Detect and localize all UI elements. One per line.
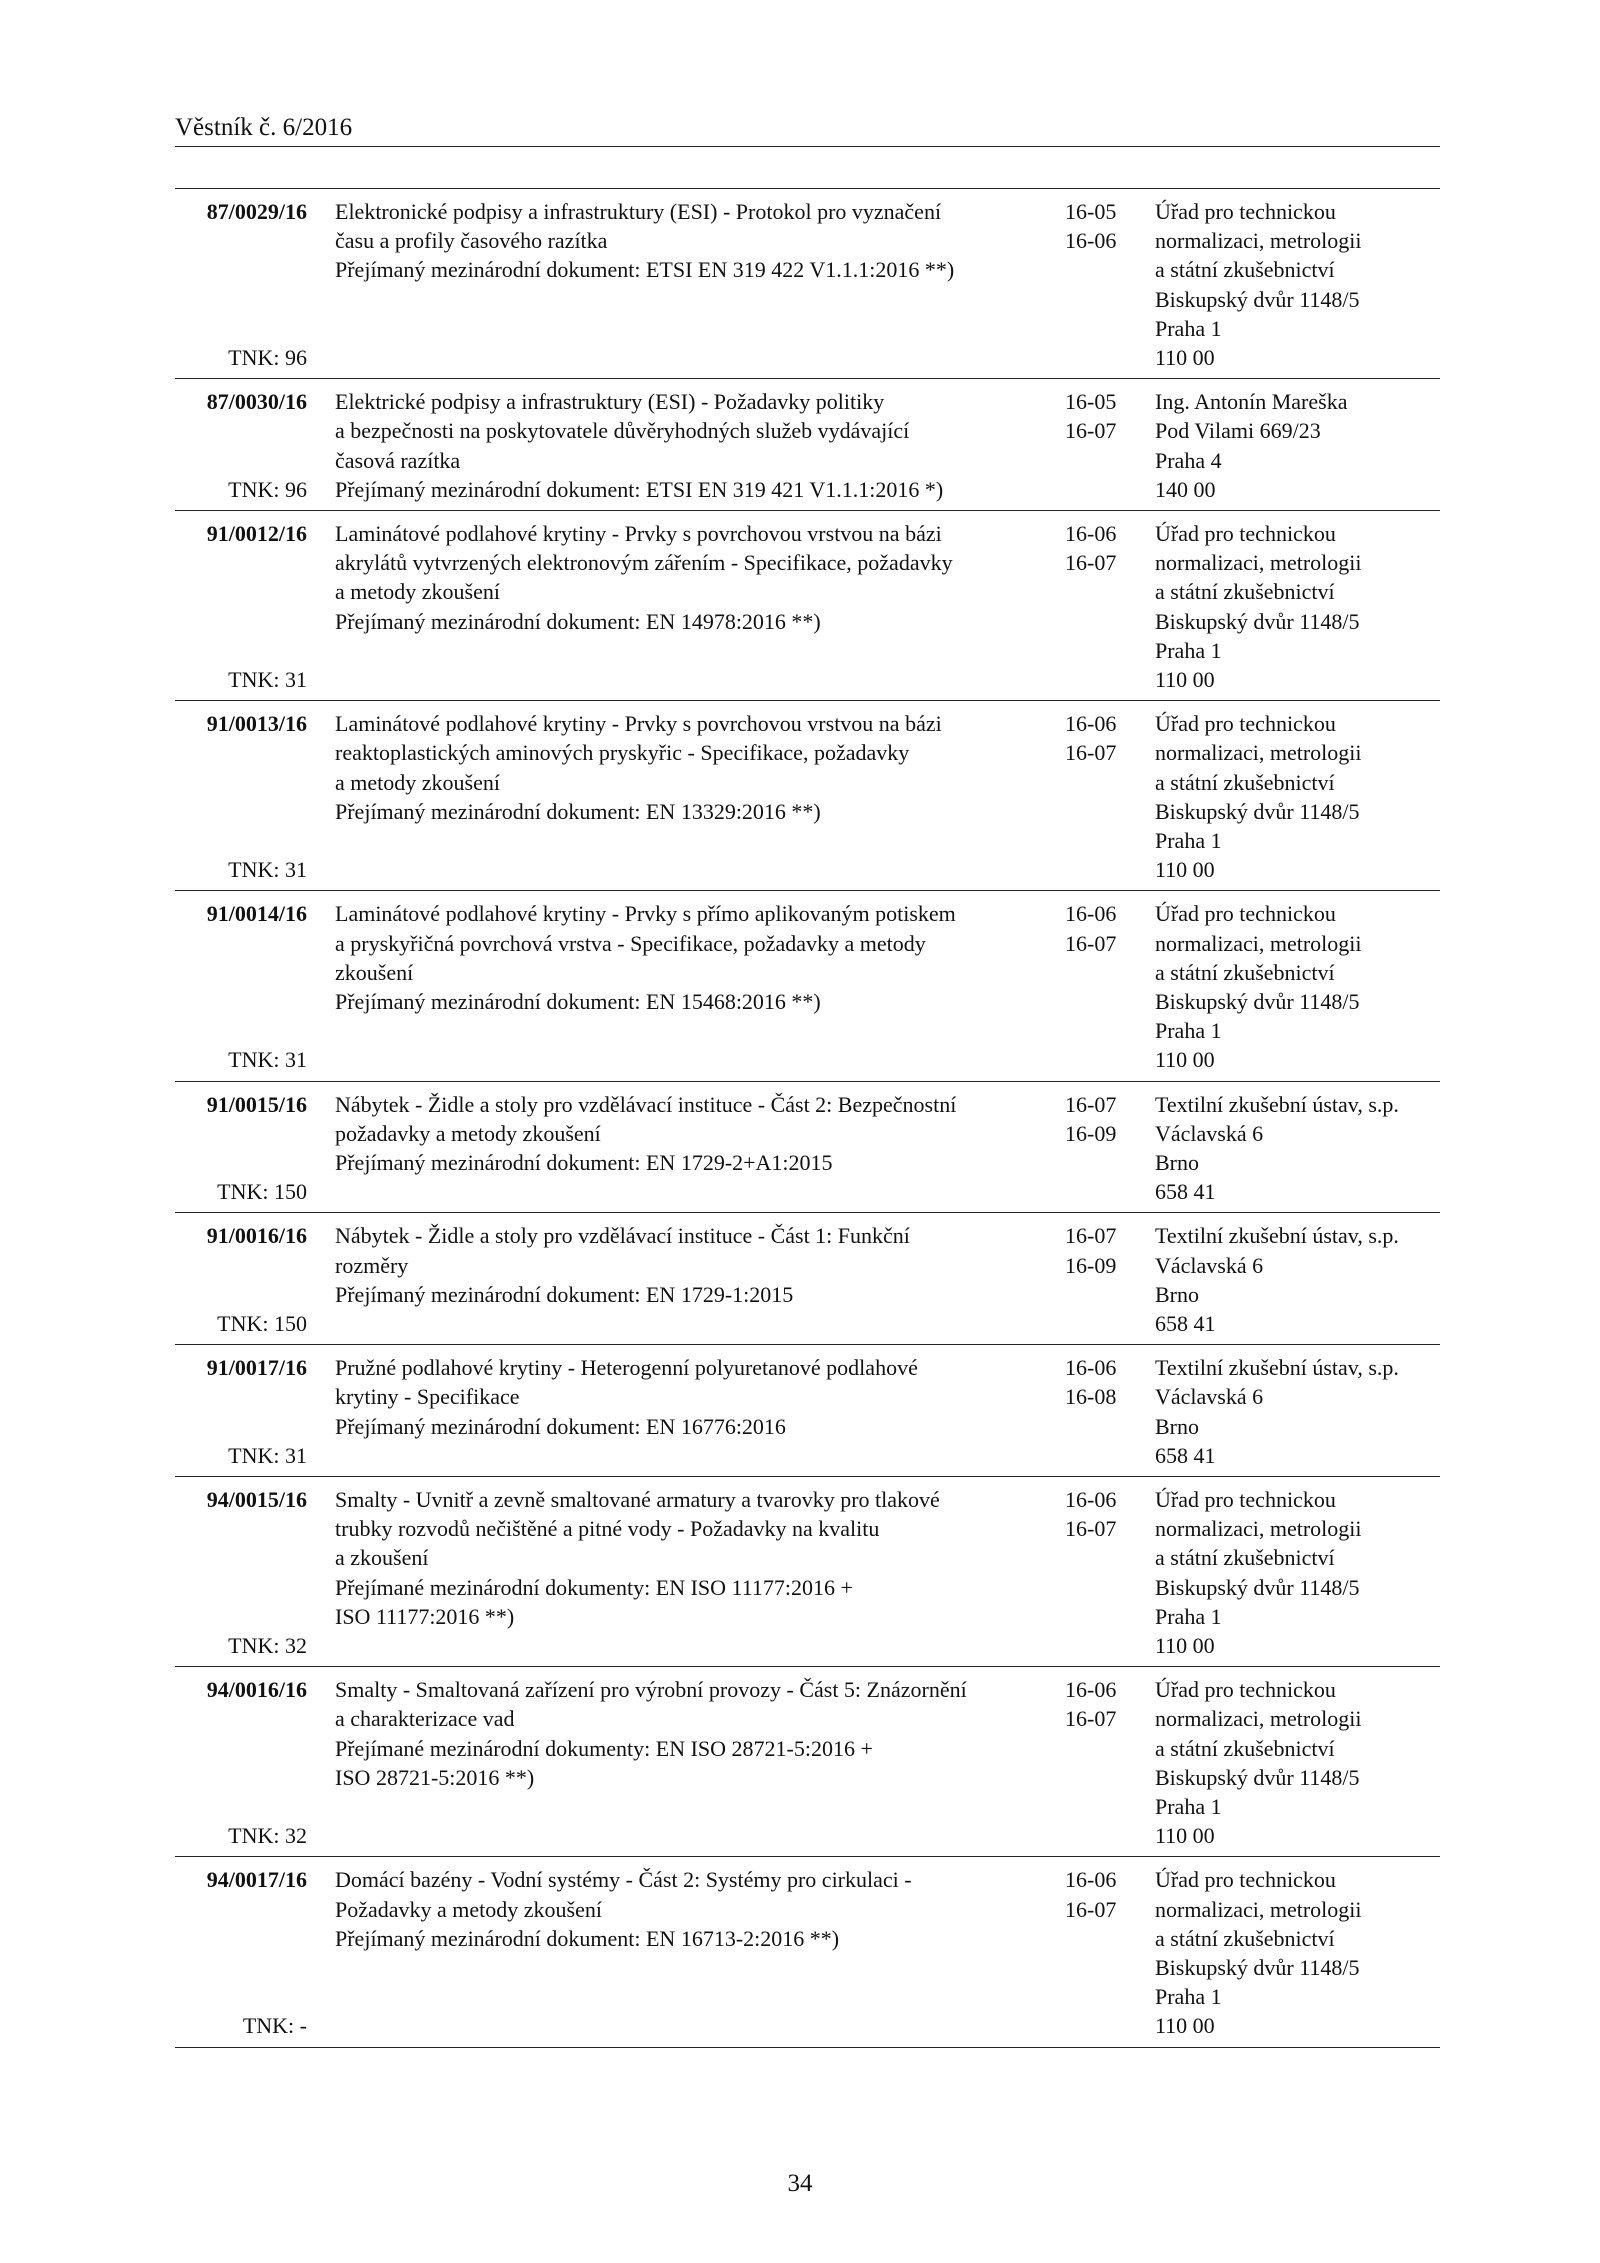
tnk-label: TNK: 96	[228, 476, 307, 502]
processor-address-cell	[1155, 197, 1440, 372]
journal-title: Věstník č. 6/2016	[175, 114, 353, 141]
address-line: Praha 1	[1155, 1984, 1222, 2010]
standard-title-cell	[335, 709, 1035, 884]
address-line: Ing. Antonín Mareška	[1155, 389, 1348, 415]
title-line: Smalty - Smaltovaná zařízení pro výrobní provozy - Část 5: Znázornění	[335, 1677, 967, 1703]
table-row	[175, 189, 1440, 379]
standard-title-cell	[335, 1221, 1035, 1338]
processor-address-cell	[1155, 899, 1440, 1074]
title-line: Přejímaný mezinárodní dokument: EN 1729-1:2015	[335, 1281, 794, 1307]
page-number: 34	[787, 2170, 813, 2197]
record-number: 94/0016/16	[206, 1677, 307, 1703]
address-line: Biskupský dvůr 1148/5	[1155, 608, 1360, 634]
standard-title-cell	[335, 1485, 1035, 1660]
address-line: Václavská 6	[1155, 1252, 1264, 1278]
address-line: a státní zkušebnictví	[1155, 1735, 1335, 1761]
address-line: Biskupský dvůr 1148/5	[1155, 988, 1360, 1014]
title-line: Přejímaný mezinárodní dokument: ETSI EN 319 422 V1.1.1:2016 **)	[335, 257, 955, 283]
title-line: akrylátů vytvrzených elektronovým zářením - Specifikace, požadavky	[335, 550, 953, 576]
dates-cell	[1065, 1090, 1145, 1148]
record-id-cell	[175, 1485, 307, 1660]
address-line: a státní zkušebnictví	[1155, 769, 1335, 795]
record-number: 91/0016/16	[206, 1223, 307, 1249]
title-line: Požadavky a metody zkoušení	[335, 1896, 602, 1922]
title-line: reaktoplastických aminových pryskyřic - Specifikace, požadavky	[335, 740, 910, 766]
date-code: 16-07	[1065, 1223, 1117, 1249]
record-number: 94/0015/16	[206, 1486, 307, 1512]
table-row	[175, 379, 1440, 511]
standard-title-cell	[335, 899, 1035, 1074]
address-line: Úřad pro technickou	[1155, 1486, 1336, 1512]
processor-address-cell	[1155, 709, 1440, 884]
address-line: normalizaci, metrologii	[1155, 1516, 1362, 1542]
record-number: 91/0013/16	[206, 711, 307, 737]
title-line: a metody zkoušení	[335, 769, 500, 795]
tnk-label: TNK: -	[242, 2013, 307, 2039]
title-line: Elektronické podpisy a infrastruktury (ESI) - Protokol pro vyznačení	[335, 199, 942, 224]
processor-address-cell	[1155, 1353, 1440, 1470]
date-code: 16-05	[1065, 199, 1117, 224]
date-code: 16-07	[1065, 740, 1117, 766]
title-line: Nábytek - Židle a stoly pro vzdělávací instituce - Část 1: Funkční	[335, 1223, 910, 1249]
address-line: Praha 1	[1155, 1018, 1222, 1044]
dates-cell	[1065, 1221, 1145, 1279]
tnk-label: TNK: 150	[217, 1310, 307, 1336]
title-line: Přejímaný mezinárodní dokument: EN 16713-2:2016 **)	[335, 1925, 840, 1951]
address-line: Brno	[1155, 1281, 1199, 1307]
title-line: požadavky a metody zkoušení	[335, 1120, 601, 1146]
title-line: Přejímaný mezinárodní dokument: EN 16776:2016	[335, 1413, 786, 1439]
processor-address-cell	[1155, 519, 1440, 694]
dates-cell	[1065, 1353, 1145, 1411]
record-id-cell	[175, 709, 307, 884]
title-line: a zkoušení	[335, 1545, 429, 1571]
address-line: Praha 1	[1155, 637, 1222, 663]
dates-cell	[1065, 1485, 1145, 1543]
address-line: a státní zkušebnictví	[1155, 1545, 1335, 1571]
address-line: Biskupský dvůr 1148/5	[1155, 1954, 1360, 1980]
standard-title-cell	[335, 387, 1035, 504]
title-line: a charakterizace vad	[335, 1706, 515, 1732]
title-line: Přejímaný mezinárodní dokument: ETSI EN 319 421 V1.1.1:2016 *)	[335, 476, 944, 502]
address-line: normalizaci, metrologii	[1155, 740, 1362, 766]
standard-title-cell	[335, 1865, 1035, 2040]
table-row	[175, 1477, 1440, 1667]
title-line: rozměry	[335, 1252, 409, 1278]
address-line: Úřad pro technickou	[1155, 199, 1336, 224]
dates-cell	[1065, 1675, 1145, 1733]
table-row	[175, 1213, 1440, 1345]
processor-address-cell	[1155, 1485, 1440, 1660]
address-line: Biskupský dvůr 1148/5	[1155, 286, 1360, 312]
address-line: Brno	[1155, 1413, 1199, 1439]
address-line: Václavská 6	[1155, 1384, 1264, 1410]
table-row	[175, 891, 1440, 1081]
title-line: Smalty - Uvnitř a zevně smaltované armatury a tvarovky pro tlakové	[335, 1486, 940, 1512]
address-line: normalizaci, metrologii	[1155, 1896, 1362, 1922]
processor-address-cell	[1155, 1221, 1440, 1338]
date-code: 16-06	[1065, 1355, 1117, 1381]
title-line: Laminátové podlahové krytiny - Prvky s povrchovou vrstvou na bázi	[335, 521, 942, 546]
table-row	[175, 1345, 1440, 1477]
address-line: 110 00	[1155, 1632, 1215, 1658]
record-number: 94/0017/16	[206, 1867, 307, 1893]
address-line: a státní zkušebnictví	[1155, 257, 1335, 283]
record-id-cell	[175, 197, 307, 372]
date-code: 16-09	[1065, 1252, 1117, 1278]
tnk-label: TNK: 31	[228, 857, 307, 883]
date-code: 16-07	[1065, 418, 1117, 444]
address-line: Úřad pro technickou	[1155, 1677, 1336, 1703]
date-code: 16-07	[1065, 930, 1117, 956]
date-code: 16-06	[1065, 1486, 1117, 1512]
date-code: 16-06	[1065, 228, 1117, 254]
title-line: a bezpečnosti na poskytovatele důvěryhodných služeb vydávající	[335, 418, 910, 444]
address-line: Textilní zkušební ústav, s.p.	[1155, 1223, 1399, 1249]
standard-title-cell	[335, 519, 1035, 694]
date-code: 16-07	[1065, 1706, 1117, 1732]
address-line: 110 00	[1155, 345, 1215, 371]
standard-title-cell	[335, 1353, 1035, 1470]
date-code: 16-07	[1065, 1091, 1117, 1117]
address-line: Biskupský dvůr 1148/5	[1155, 798, 1360, 824]
address-line: Úřad pro technickou	[1155, 1867, 1336, 1893]
address-line: Úřad pro technickou	[1155, 521, 1336, 546]
processor-address-cell	[1155, 1865, 1440, 2040]
record-number: 91/0014/16	[206, 901, 307, 927]
record-id-cell	[175, 387, 307, 504]
table-row	[175, 511, 1440, 701]
address-line: Textilní zkušební ústav, s.p.	[1155, 1091, 1399, 1117]
record-number: 87/0030/16	[206, 389, 307, 415]
title-line: Nábytek - Židle a stoly pro vzdělávací instituce - Část 2: Bezpečnostní	[335, 1091, 957, 1117]
date-code: 16-09	[1065, 1120, 1117, 1146]
tnk-label: TNK: 96	[228, 344, 307, 370]
address-line: Pod Vilami 669/23	[1155, 418, 1321, 444]
address-line: 110 00	[1155, 1047, 1215, 1073]
record-id-cell	[175, 519, 307, 694]
table-row	[175, 1857, 1440, 2047]
record-id-cell	[175, 1090, 307, 1207]
date-code: 16-08	[1065, 1384, 1117, 1410]
address-line: Úřad pro technickou	[1155, 901, 1336, 927]
address-line: normalizaci, metrologii	[1155, 1706, 1362, 1732]
address-line: normalizaci, metrologii	[1155, 228, 1362, 254]
tnk-label: TNK: 31	[228, 1047, 307, 1073]
page-header	[175, 112, 1440, 147]
address-line: 658 41	[1155, 1179, 1216, 1205]
dates-cell	[1065, 197, 1145, 255]
address-line: Biskupský dvůr 1148/5	[1155, 1574, 1360, 1600]
tnk-label: TNK: 32	[228, 1823, 307, 1849]
record-id-cell	[175, 1221, 307, 1338]
address-line: 110 00	[1155, 1823, 1215, 1849]
address-line: 658 41	[1155, 1442, 1216, 1468]
address-line: 658 41	[1155, 1310, 1216, 1336]
title-line: Přejímané mezinárodní dokumenty: EN ISO 11177:2016 +	[335, 1574, 853, 1600]
address-line: Václavská 6	[1155, 1120, 1264, 1146]
title-line: Domácí bazény - Vodní systémy - Část 2: Systémy pro cirkulaci -	[335, 1867, 912, 1893]
title-line: ISO 11177:2016 **)	[335, 1603, 515, 1629]
address-line: 140 00	[1155, 476, 1216, 502]
tnk-label: TNK: 31	[228, 1442, 307, 1468]
date-code: 16-06	[1065, 1867, 1117, 1893]
address-line: Praha 1	[1155, 1793, 1222, 1819]
title-line: času a profily časového razítka	[335, 228, 608, 254]
date-code: 16-07	[1065, 1896, 1117, 1922]
title-line: Elektrické podpisy a infrastruktury (ESI) - Požadavky politiky	[335, 389, 885, 415]
standard-title-cell	[335, 1090, 1035, 1207]
address-line: a státní zkušebnictví	[1155, 1925, 1335, 1951]
date-code: 16-06	[1065, 711, 1117, 737]
record-number: 91/0015/16	[206, 1091, 307, 1117]
title-line: krytiny - Specifikace	[335, 1384, 520, 1410]
title-line: Přejímaný mezinárodní dokument: EN 15468:2016 **)	[335, 988, 821, 1014]
date-code: 16-07	[1065, 550, 1117, 576]
table-row	[175, 1667, 1440, 1857]
standard-title-cell	[335, 197, 1035, 372]
title-line: a pryskyřičná povrchová vrstva - Specifikace, požadavky a metody	[335, 930, 926, 956]
address-line: 110 00	[1155, 2013, 1215, 2039]
title-line: Přejímané mezinárodní dokumenty: EN ISO 28721-5:2016 +	[335, 1735, 873, 1761]
address-line: Praha 1	[1155, 315, 1222, 341]
title-line: a metody zkoušení	[335, 579, 500, 605]
title-line: časová razítka	[335, 447, 461, 473]
dates-cell	[1065, 1865, 1145, 1923]
address-line: Biskupský dvůr 1148/5	[1155, 1764, 1360, 1790]
date-code: 16-06	[1065, 901, 1117, 927]
address-line: Textilní zkušební ústav, s.p.	[1155, 1355, 1399, 1381]
record-id-cell	[175, 1353, 307, 1470]
address-line: normalizaci, metrologii	[1155, 930, 1362, 956]
title-line: Laminátové podlahové krytiny - Prvky s povrchovou vrstvou na bázi	[335, 711, 942, 737]
title-line: Pružné podlahové krytiny - Heterogenní polyuretanové podlahové	[335, 1355, 918, 1381]
standards-table	[175, 188, 1440, 2048]
dates-cell	[1065, 519, 1145, 577]
date-code: 16-07	[1065, 1516, 1117, 1542]
address-line: a státní zkušebnictví	[1155, 579, 1335, 605]
processor-address-cell	[1155, 387, 1440, 504]
record-id-cell	[175, 1865, 307, 2040]
address-line: Úřad pro technickou	[1155, 711, 1336, 737]
title-line: Přejímaný mezinárodní dokument: EN 13329:2016 **)	[335, 798, 821, 824]
record-id-cell	[175, 1675, 307, 1850]
address-line: Praha 4	[1155, 447, 1222, 473]
title-line: trubky rozvodů nečištěné a pitné vody - Požadavky na kvalitu	[335, 1516, 880, 1542]
title-line: Přejímaný mezinárodní dokument: EN 14978:2016 **)	[335, 608, 821, 634]
date-code: 16-06	[1065, 1677, 1117, 1703]
table-row	[175, 1082, 1440, 1214]
record-id-cell	[175, 899, 307, 1074]
title-line: Přejímaný mezinárodní dokument: EN 1729-2+A1:2015	[335, 1149, 833, 1175]
tnk-label: TNK: 31	[228, 666, 307, 692]
title-line: ISO 28721-5:2016 **)	[335, 1764, 535, 1790]
tnk-label: TNK: 32	[228, 1632, 307, 1658]
processor-address-cell	[1155, 1090, 1440, 1207]
record-number: 91/0017/16	[206, 1355, 307, 1381]
date-code: 16-05	[1065, 389, 1117, 415]
address-line: normalizaci, metrologii	[1155, 550, 1362, 576]
title-line: zkoušení	[335, 959, 414, 985]
dates-cell	[1065, 709, 1145, 767]
address-line: a státní zkušebnictví	[1155, 959, 1335, 985]
address-line: Brno	[1155, 1149, 1199, 1175]
date-code: 16-06	[1065, 521, 1117, 546]
address-line: 110 00	[1155, 857, 1215, 883]
address-line: 110 00	[1155, 667, 1215, 693]
table-row	[175, 701, 1440, 891]
tnk-label: TNK: 150	[217, 1179, 307, 1205]
address-line: Praha 1	[1155, 1603, 1222, 1629]
processor-address-cell	[1155, 1675, 1440, 1850]
dates-cell	[1065, 387, 1145, 445]
address-line: Praha 1	[1155, 828, 1222, 853]
record-number: 87/0029/16	[206, 199, 307, 224]
title-line: Laminátové podlahové krytiny - Prvky s přímo aplikovaným potiskem	[335, 901, 956, 927]
standard-title-cell	[335, 1675, 1035, 1850]
record-number: 91/0012/16	[206, 521, 307, 546]
dates-cell	[1065, 899, 1145, 957]
